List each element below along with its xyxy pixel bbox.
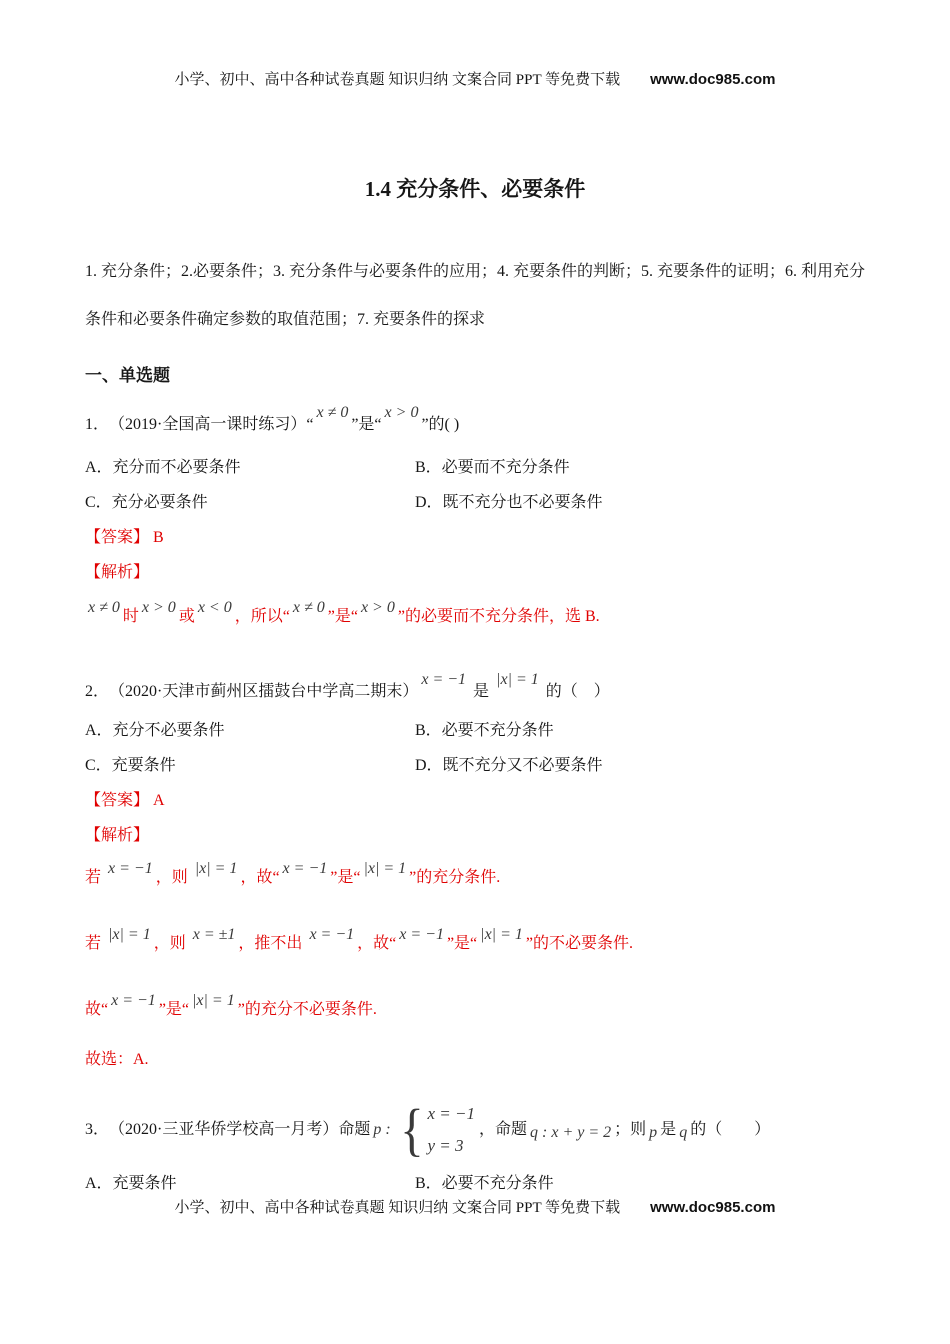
q2-option-b: B．必要不充分条件 [415, 722, 554, 739]
q3-system-equations [428, 1098, 476, 1162]
q3-shi-text: 是 [660, 1121, 677, 1138]
text-fragment: 或 [178, 608, 195, 625]
q3-proposition-q-expr: q : x + y = 2 [530, 1124, 612, 1141]
question-1-options [85, 458, 865, 513]
document-content [85, 0, 865, 1194]
q2-answer-line [85, 791, 865, 811]
q1-option-c: C．充分必要条件 [85, 494, 208, 511]
q2-analysis-label-line [85, 826, 865, 846]
q3-var-q: q [679, 1124, 688, 1141]
text-fragment: ”的充分不必要条件. [237, 1001, 377, 1018]
text-fragment: ，故“ [240, 869, 280, 886]
question-2-stem [85, 663, 865, 707]
q1-explanation-line [85, 593, 865, 627]
q1-option-a: A．充分而不必要条件 [85, 459, 241, 476]
text-fragment: ”的充分条件. [409, 869, 501, 886]
q1-option-d: D．既不充分也不必要条件 [415, 494, 603, 511]
math-fragment: x < 0 [197, 599, 232, 616]
question-3-options [85, 1174, 865, 1194]
analysis-label: 【解析】 [85, 827, 150, 844]
math-fragment: x > 0 [360, 599, 395, 616]
math-fragment: |x| = 1 [192, 992, 235, 1009]
q2-explanation-line-2 [85, 920, 865, 954]
q3-system-eq-1: x = −1 [427, 1104, 476, 1123]
text-fragment: ”的不必要条件. [525, 935, 633, 952]
q2-explanation-line-3 [85, 986, 865, 1020]
text-fragment: 的（ ） [541, 683, 610, 700]
footer-text: 小学、初中、高中各种试卷真题 知识归纳 文案合同 PPT 等免费下载 [174, 1200, 621, 1216]
text-fragment: ，则 [155, 869, 192, 886]
text-fragment: ”是“ [351, 416, 382, 433]
math-fragment: x = −1 [108, 860, 153, 877]
q3-option-a: A．充要条件 [85, 1175, 177, 1192]
q3-equation-system [398, 1098, 475, 1162]
analysis-label: 【解析】 [85, 564, 150, 581]
q1-analysis-label-line [85, 563, 865, 583]
q3-system-eq-2: y = 3 [427, 1136, 464, 1155]
header-text: 小学、初中、高中各种试卷真题 知识归纳 文案合同 PPT 等免费下载 [174, 72, 621, 88]
q1-answer-value: B [153, 529, 164, 546]
question-3-stem [85, 1088, 865, 1172]
math-fragment: |x| = 1 [480, 926, 523, 943]
math-fragment: x = −1 [399, 926, 444, 943]
question-2-options [85, 721, 865, 776]
q3-proposition-p-label: p : [373, 1121, 391, 1138]
math-fragment: |x| = 1 [108, 926, 151, 943]
text-fragment: 若 [85, 935, 106, 952]
math-fragment: |x| = 1 [194, 860, 238, 877]
text-fragment: 2． （2020·天津市蓟州区擂鼓台中学高二期末） [85, 683, 419, 700]
text-fragment: ”是“ [446, 935, 478, 952]
text-fragment: ”的( ) [421, 416, 460, 433]
math-fragment: x = −1 [309, 926, 355, 943]
q1-answer-line [85, 528, 865, 548]
left-brace-icon: { [399, 1097, 424, 1162]
text-fragment: ，推不出 [238, 935, 307, 952]
q3-option-b: B．必要不充分条件 [415, 1175, 554, 1192]
math-fragment: x ≠ 0 [292, 599, 325, 616]
text-fragment: 时 [122, 608, 139, 625]
page-footer [0, 1196, 950, 1217]
q3-separator-text: ；则 [614, 1121, 647, 1138]
text-fragment: ，所以“ [234, 608, 290, 625]
text-fragment: 若 [85, 869, 106, 886]
math-fragment: x ≠ 0 [88, 599, 120, 616]
math-fragment: x > 0 [141, 599, 176, 616]
footer-site-url[interactable]: www.doc985.com [650, 1199, 776, 1216]
q3-var-p: p [649, 1124, 658, 1141]
math-fragment: x = −1 [421, 671, 467, 688]
text-fragment: 1． （2019·全国高一课时练习）“ [85, 416, 314, 433]
math-fragment: x = −1 [111, 992, 156, 1009]
q2-option-a: A．充分不必要条件 [85, 722, 225, 739]
text-fragment: 故“ [85, 1001, 109, 1018]
text-fragment: 故选：A. [85, 1051, 149, 1068]
intro-paragraph: 1. 充分条件；2.必要条件；3. 充分条件与必要条件的应用；4. 充要条件的判断；5. 充要条件的证明；6. 利用充分条件和必要条件确定参数的取值范围；7. 充要条件的探求 [85, 263, 866, 328]
text-fragment: ，则 [153, 935, 190, 952]
q2-explanation-line-1 [85, 854, 865, 888]
text-fragment: ”是“ [330, 869, 361, 886]
text-fragment: ”的必要而不充分条件，选 B. [397, 608, 600, 625]
header-site-url[interactable]: www.doc985.com [650, 71, 776, 88]
section-heading: 一、单选题 [85, 366, 170, 385]
text-fragment: ，故“ [357, 935, 397, 952]
answer-label: 【答案】 [85, 792, 150, 809]
q2-answer-value: A [153, 792, 165, 809]
q2-option-c: C．充要条件 [85, 757, 176, 774]
q1-option-b: B．必要而不充分条件 [415, 459, 570, 476]
math-fragment: |x| = 1 [496, 671, 539, 688]
q2-conclusion-line [85, 1050, 865, 1070]
q3-suffix-text: 的（ ） [690, 1121, 771, 1138]
math-fragment: x ≠ 0 [316, 404, 349, 421]
q3-prefix-text: 3． （2020·三亚华侨学校高一月考）命题 [85, 1121, 371, 1138]
math-fragment: |x| = 1 [363, 860, 407, 877]
math-fragment: x > 0 [384, 404, 419, 421]
text-fragment: ”是“ [327, 608, 358, 625]
q3-mid-text: ，命题 [479, 1121, 528, 1138]
question-1-stem [85, 396, 865, 440]
page-title: 1.4 充分条件、必要条件 [364, 177, 586, 201]
text-fragment: ”是“ [158, 1001, 190, 1018]
answer-label: 【答案】 [85, 529, 150, 546]
q2-option-d: D．既不充分又不必要条件 [415, 757, 603, 774]
text-fragment: 是 [469, 683, 494, 700]
math-fragment: x = ±1 [192, 926, 236, 943]
math-fragment: x = −1 [282, 860, 328, 877]
